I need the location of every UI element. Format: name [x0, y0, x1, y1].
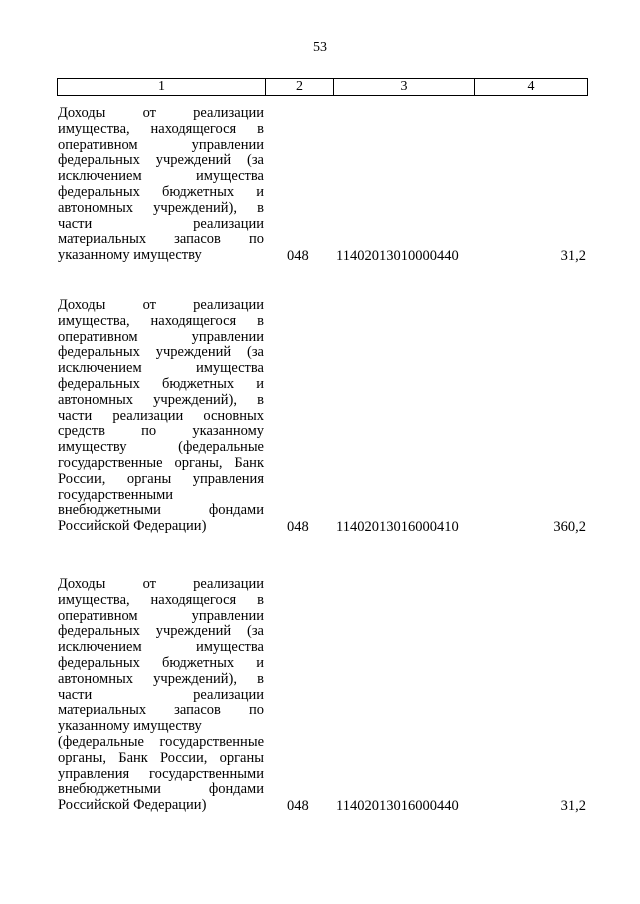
description-line: части реализации [58, 686, 264, 703]
description-line: внебюджетными фондами [58, 781, 264, 798]
description-line: Российской Федерации) [58, 518, 207, 535]
budget-classification-code: 11402013010000440 [336, 248, 459, 265]
description-line: автономных учреждений), в [58, 391, 264, 408]
description-line: материальных запасов по [58, 702, 264, 719]
description-line: имущества, находящегося в [58, 591, 264, 608]
page-number: 53 [313, 40, 327, 55]
income-description [58, 298, 264, 535]
description-line: имущества, находящегося в [58, 120, 264, 137]
income-description [58, 577, 264, 814]
description-line: автономных учреждений), в [58, 199, 264, 216]
description-line: федеральных бюджетных и [58, 375, 264, 392]
description-line: России, органы управления [58, 470, 264, 487]
description-line: указанному имуществу [58, 718, 202, 735]
column-header-1: 1 [58, 79, 266, 96]
description-line: автономных учреждений), в [58, 670, 264, 687]
budget-classification-code: 11402013016000410 [336, 519, 459, 536]
description-line: исключением имущества [58, 639, 264, 656]
description-line: оперативном управлении [58, 136, 264, 153]
column-header-table [57, 78, 588, 96]
description-line: исключением имущества [58, 360, 264, 377]
admin-code: 048 [287, 798, 309, 815]
description-line: государственные органы, Банк [58, 454, 264, 471]
description-line: Доходы от реализации [58, 576, 264, 592]
description-line: федеральных учреждений (за [58, 152, 264, 169]
description-line: федеральных бюджетных и [58, 654, 264, 671]
amount-value: 31,2 [560, 248, 586, 265]
amount-value: 31,2 [560, 798, 586, 815]
column-header-3: 3 [334, 79, 475, 96]
description-line: федеральных бюджетных и [58, 183, 264, 200]
description-line: части реализации основных [58, 407, 264, 424]
column-header-4: 4 [475, 79, 588, 96]
description-line: Российской Федерации) [58, 797, 207, 814]
budget-classification-code: 11402013016000440 [336, 798, 459, 815]
income-description [58, 106, 264, 264]
admin-code: 048 [287, 519, 309, 536]
description-line: внебюджетными фондами [58, 502, 264, 519]
description-line: Доходы от реализации [58, 105, 264, 121]
description-line: федеральных учреждений (за [58, 623, 264, 640]
admin-code: 048 [287, 248, 309, 265]
description-line: материальных запасов по [58, 231, 264, 248]
description-line: Доходы от реализации [58, 297, 264, 313]
description-line: (федеральные государственные [58, 733, 264, 750]
description-line: государственными [58, 486, 174, 503]
description-line: управления государственными [58, 765, 264, 782]
description-line: указанному имуществу [58, 247, 202, 264]
description-line: средств по указанному [58, 423, 264, 440]
description-line: федеральных учреждений (за [58, 344, 264, 361]
description-line: имуществу (федеральные [58, 439, 264, 456]
description-line: части реализации [58, 215, 264, 232]
description-line: исключением имущества [58, 168, 264, 185]
amount-value: 360,2 [553, 519, 586, 536]
description-line: оперативном управлении [58, 328, 264, 345]
description-line: имущества, находящегося в [58, 312, 264, 329]
description-line: органы, Банк России, органы [58, 749, 264, 766]
column-header-2: 2 [266, 79, 334, 96]
description-line: оперативном управлении [58, 607, 264, 624]
